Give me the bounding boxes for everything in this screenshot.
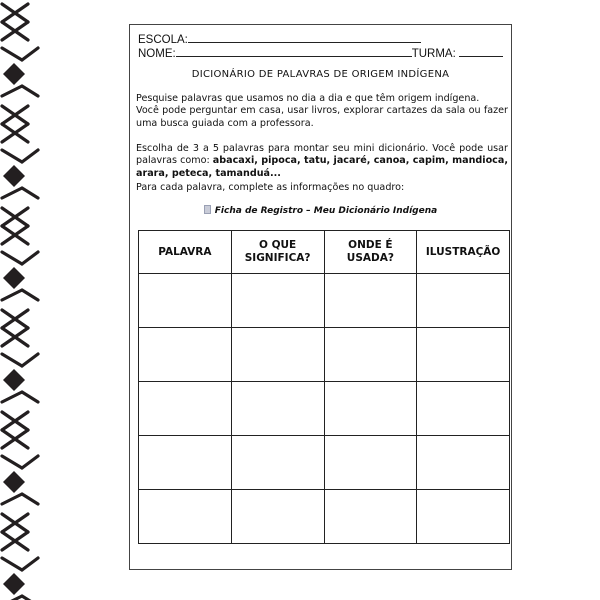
register-table	[138, 230, 510, 544]
diamond-shape	[3, 471, 25, 493]
choose-words-text: Escolha de 3 a 5 palavras para montar seu mini dicionário. Você pode usar palavras como:	[136, 143, 508, 167]
caption-text: Ficha de Registro – Meu Dicionário Indígena	[214, 206, 438, 216]
table-cell[interactable]	[139, 382, 232, 436]
table-cell[interactable]	[139, 274, 232, 328]
intro-paragraph-2	[136, 143, 508, 180]
chevron-stroke	[2, 596, 22, 600]
table-cell[interactable]	[417, 436, 510, 490]
chevron-stroke	[22, 456, 38, 468]
table-cell[interactable]	[231, 436, 324, 490]
chevron-stroke	[22, 494, 38, 504]
table-row	[139, 328, 510, 382]
chevron-stroke	[22, 48, 38, 60]
document-icon	[204, 205, 211, 214]
chevron-stroke	[22, 188, 38, 198]
table-cell[interactable]	[417, 382, 510, 436]
diamond-shape	[3, 573, 25, 595]
table-cell[interactable]	[417, 328, 510, 382]
diamond-shape	[3, 267, 25, 289]
chevron-stroke	[22, 558, 38, 570]
chevron-stroke	[22, 252, 38, 264]
name-line	[138, 45, 503, 60]
table-row	[139, 382, 510, 436]
worksheet	[129, 24, 512, 570]
chevron-stroke	[2, 392, 22, 402]
table-cell[interactable]	[231, 382, 324, 436]
class-label: TURMA:	[411, 48, 456, 60]
intro-paragraph-1	[136, 93, 508, 130]
example-words: abacaxi, pipoca, tatu, jacaré, canoa, capim, mandioca, arara, peteca, tamanduá...	[136, 155, 508, 179]
table-cell[interactable]	[139, 328, 232, 382]
table-caption	[130, 205, 511, 216]
instruction-text: Para cada palavra, complete as informações no quadro:	[136, 182, 405, 193]
chevron-stroke	[2, 558, 22, 570]
table-cell[interactable]	[139, 490, 232, 544]
table-cell[interactable]	[324, 382, 417, 436]
table-row	[139, 436, 510, 490]
school-line	[138, 31, 421, 46]
table-cell[interactable]	[231, 328, 324, 382]
header-usage: ONDE É USADA?	[324, 231, 417, 274]
chevron-stroke	[2, 188, 22, 198]
intro-line-1: Pesquise palavras que usamos no dia a dia e que têm origem indígena.	[136, 93, 480, 104]
table-row	[139, 490, 510, 544]
table-cell[interactable]	[231, 274, 324, 328]
chevron-stroke	[2, 150, 22, 162]
header-word: PALAVRA	[139, 231, 232, 274]
chevron-stroke	[22, 392, 38, 402]
table-cell[interactable]	[324, 490, 417, 544]
table-cell[interactable]	[417, 490, 510, 544]
diamond-shape	[3, 369, 25, 391]
decorative-border-pattern	[0, 0, 40, 600]
header-illustration: ILUSTRAÇÃO	[417, 231, 510, 274]
intro-line-2: Você pode perguntar em casa, usar livros, explorar cartazes da sala ou fazer uma busca guiada com a professora.	[136, 105, 508, 129]
chevron-stroke	[22, 150, 38, 162]
chevron-stroke	[2, 354, 22, 366]
chevron-stroke	[2, 86, 22, 96]
chevron-stroke	[22, 596, 38, 600]
name-label: NOME:	[138, 48, 176, 60]
worksheet-title: DICIONÁRIO DE PALAVRAS DE ORIGEM INDÍGENA	[191, 69, 450, 80]
table-row	[139, 274, 510, 328]
table-cell[interactable]	[324, 436, 417, 490]
table-header-row	[139, 231, 510, 274]
diamond-shape	[3, 63, 25, 85]
chevron-stroke	[2, 494, 22, 504]
table-cell[interactable]	[324, 328, 417, 382]
header-meaning: O QUE SIGNIFICA?	[231, 231, 324, 274]
chevron-stroke	[22, 290, 38, 300]
chevron-stroke	[2, 252, 22, 264]
chevron-stroke	[22, 86, 38, 96]
chevron-stroke	[2, 456, 22, 468]
chevron-stroke	[2, 290, 22, 300]
chevron-stroke	[2, 48, 22, 60]
table-cell[interactable]	[139, 436, 232, 490]
class-input-line[interactable]	[459, 45, 503, 57]
table-body	[139, 274, 510, 544]
name-input-line[interactable]	[176, 45, 412, 57]
table-cell[interactable]	[324, 274, 417, 328]
table-cell[interactable]	[417, 274, 510, 328]
chevron-stroke	[22, 354, 38, 366]
diamond-shape	[3, 165, 25, 187]
school-input-line[interactable]	[188, 31, 421, 43]
table-cell[interactable]	[231, 490, 324, 544]
school-label: ESCOLA:	[138, 34, 188, 46]
